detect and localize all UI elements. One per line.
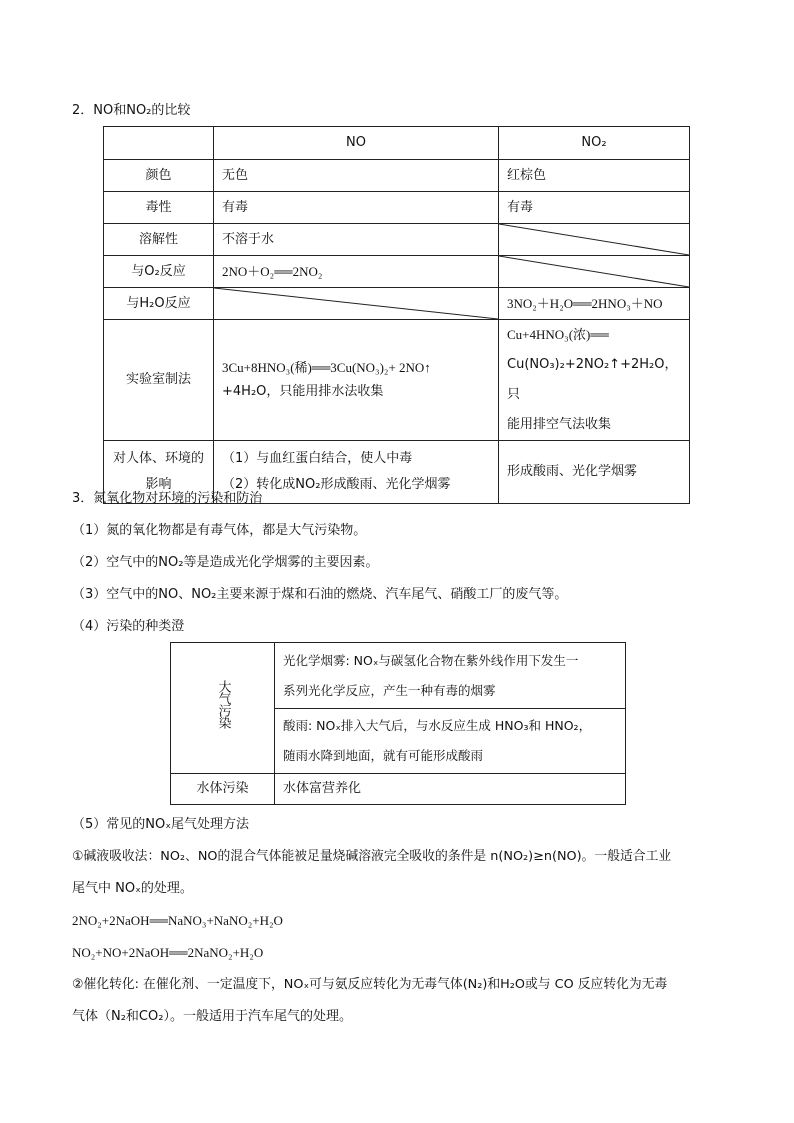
water-pollution-label: 水体污染 bbox=[171, 774, 275, 805]
header-no2: NO₂ bbox=[499, 127, 690, 160]
water-pollution-value: 水体富营养化 bbox=[275, 774, 626, 805]
table-row bbox=[104, 192, 690, 224]
lab-prep-no-line1: 3Cu+8HNO₃(稀)══3Cu(NO₃)₂+ 2NO↑ bbox=[222, 360, 431, 375]
acid-rain-line1: 酸雨: NOₓ排入大气后，与水反应生成 HNO₃和 HNO₂， bbox=[283, 718, 592, 733]
lab-prep-no-line2: +4H₂O，只能用排水法收集 bbox=[222, 384, 384, 399]
equation-1: 2NO₂+2NaOH══NaNO₃+NaNO₂+H₂O bbox=[72, 913, 283, 928]
empty-diagonal-cell bbox=[499, 224, 690, 256]
diagonal-line bbox=[499, 256, 689, 287]
paragraph-5: （5）常见的NOₓ尾气处理方法 bbox=[72, 817, 249, 832]
row-label: 与H₂O反应 bbox=[104, 288, 214, 320]
cell-no2: 有毒 bbox=[499, 192, 690, 224]
lab-prep-no2-line1: Cu+4HNO₃(浓)══ bbox=[507, 327, 609, 342]
header-no: NO bbox=[214, 127, 499, 160]
paragraph-1: （1）氮的氧化物都是有毒气体，都是大气污染物。 bbox=[72, 523, 367, 538]
row-label: 溶解性 bbox=[104, 224, 214, 256]
method-1-line2: 尾气中 NOₓ的处理。 bbox=[72, 881, 193, 896]
no-no2-comparison-table bbox=[103, 126, 690, 504]
empty-diagonal-cell bbox=[214, 288, 499, 320]
empty-diagonal-cell bbox=[499, 256, 690, 288]
diagonal-line bbox=[214, 288, 498, 319]
air-pollution-label-cell bbox=[171, 643, 275, 774]
cell-no: 有毒 bbox=[214, 192, 499, 224]
method-2-line2: 气体（N₂和CO₂）。一般适用于汽车尾气的处理。 bbox=[72, 1009, 352, 1024]
paragraph-2: （2）空气中的NO₂等是造成光化学烟雾的主要因素。 bbox=[72, 555, 379, 570]
paragraph-4: （4）污染的种类澄 bbox=[72, 619, 185, 634]
smog-line1: 光化学烟雾: NOₓ与碳氢化合物在紫外线作用下发生一 bbox=[283, 652, 579, 668]
acid-rain-line2: 随雨水降到地面，就有可能形成酸雨 bbox=[283, 748, 484, 763]
cell-no2: 红棕色 bbox=[499, 160, 690, 192]
row-label: 实验室制法 bbox=[104, 320, 214, 441]
air-pollution-label: 大气污染 bbox=[215, 680, 231, 728]
row-label: 毒性 bbox=[104, 192, 214, 224]
cell-no: 无色 bbox=[214, 160, 499, 192]
lab-prep-no2-line3: 能用排空气法收集 bbox=[507, 417, 612, 432]
cell-no2: 3NO₂＋H₂O══2HNO₃＋NO bbox=[499, 288, 690, 320]
diagonal-line bbox=[499, 224, 689, 255]
table-row bbox=[104, 320, 690, 441]
impact-label-line1: 对人体、环境的 bbox=[112, 451, 204, 466]
method-1-line1: ①碱液吸收法：NO₂、NO的混合气体能被足量烧碱溶液完全吸收的条件是 n(NO₂)≥n(NO)。一般适合工业 bbox=[72, 849, 672, 864]
impact-no-line1: （1）与血红蛋白结合，使人中毒 bbox=[222, 451, 413, 466]
acid-rain-cell bbox=[275, 709, 626, 774]
row-label: 与O₂反应 bbox=[104, 256, 214, 288]
cell-no: 2NO＋O₂══2NO₂ bbox=[214, 256, 499, 288]
table-row bbox=[104, 224, 690, 256]
smog-line2: 系列光化学反应，产生一种有毒的烟雾 bbox=[283, 682, 496, 698]
equation-2: NO₂+NO+2NaOH══2NaNO₂+H₂O bbox=[72, 945, 264, 960]
method-2-line1: ②催化转化: 在催化剂、一定温度下，NOₓ可与氨反应转化为无毒气体(N₂)和H₂O或与 CO 反应转化为无毒 bbox=[72, 977, 668, 992]
cell-no: 不溶于水 bbox=[214, 224, 499, 256]
cell-no2: 形成酸雨、光化学烟雾 bbox=[499, 441, 690, 504]
smog-cell bbox=[275, 643, 626, 709]
section-3-title: 3．氮氧化物对环境的污染和防治 bbox=[72, 491, 263, 506]
paragraph-3: （3）空气中的NO、NO₂主要来源于煤和石油的燃烧、汽车尾气、硝酸工厂的废气等。 bbox=[72, 587, 568, 602]
section-2-title: 2．NO和NO₂的比较 bbox=[72, 103, 191, 118]
row-label: 颜色 bbox=[104, 160, 214, 192]
impact-no-line2: （2）转化成NO₂形成酸雨、光化学烟雾 bbox=[222, 477, 451, 492]
lab-prep-no2-line2: Cu(NO₃)₂+2NO₂↑+2H₂O，只 bbox=[507, 357, 678, 402]
table-row bbox=[104, 256, 690, 288]
table-corner-cell bbox=[104, 127, 214, 160]
cell-no2 bbox=[499, 320, 690, 441]
pollution-types-table bbox=[170, 642, 626, 805]
table-row bbox=[104, 288, 690, 320]
cell-no bbox=[214, 320, 499, 441]
impact-label-line2: 影响 bbox=[145, 477, 172, 492]
table-row bbox=[104, 160, 690, 192]
